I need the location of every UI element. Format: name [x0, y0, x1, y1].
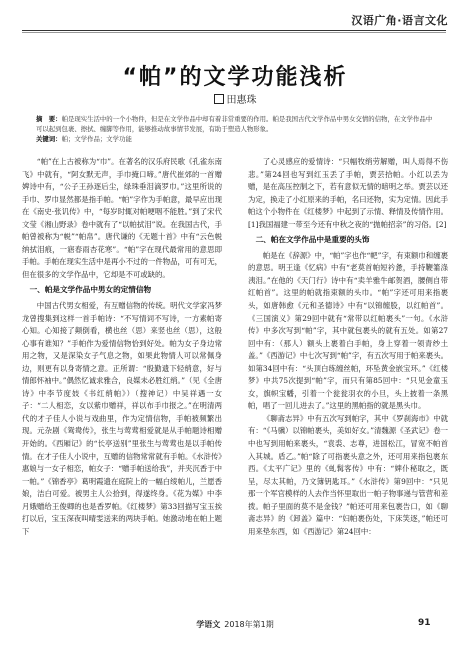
right-column	[248, 156, 448, 538]
paragraph: “帕”在上古被称为“巾”。在著名的汉乐府民歌《孔雀东南飞》中就有，“阿女默无声，手巾掩口啼。”唐代崔郊的一首赠婢诗中有，“公子王孙逐后尘，绿珠垂泪滴罗巾。”这里所说的手巾、罗巾显然都是指手帕。“帕”字作为手帕意，最早应出现在《南史·张讥传》中，“每岁时辄对帕哽咽不能胜。”到了宋代文莹《湘山野录》卷中就有了“以帕拭泪”说。在我国古代，手帕曾被称为“帨”“帕帛”。唐代谦的《无题十首》中有“云色帨纳拭泪痕，一寤春雨杏花寒”。“帕”字在现代最常用的意思即手帕。手帕在现实生活中是再小不过的一件物品，可有可无，但在很多的文学作品中，它却是不可或缺的。	[22, 157, 222, 279]
paragraph: 帕是在《辞源》中，“帕”字也作“帊”字，有束额巾和缠裹的意思。明王逢《忆病》中有“老莫首帕短衿惫，手持鞭箠涤洟泪。”在他的《天门行》诗中有“卖羊雅牛邮贺酒，腰侧自带红帕首”。这里的帕就指束额的头巾。“帕”字还可用来指裹头，如唐韩愈《元和圣德诗》中有“以锦缠股，以红帕首”。《三国演义》第29回中就有“常带以红帕裹头”一句。《水浒传》中多次写到“帕”字，其中就包裹头的就有五处。如第27回中有：（那人）额头上裹着白手帕，身上穿着一领青纱土盖。”《西游记》中七次写到“帕”字，有五次写用于帕来裹头。如第34回中有：“头顶白练缠丝帕，环坠黄金嵌宝环。”《红楼梦》中共75次提到“帕”字，而只有第85回中：“只见金童玉女，旗帜宝幡，引着一个瓮瓮羽衣的小旦，头上披着一条黑帕，唱了一回儿进去了。”这里的黑帕指的就是黑头巾。	[248, 250, 448, 411]
abstract-text: 帕是现实生活中的一个小物件，但是在文学作品中却有着非常重要的作用。帕是我国古代文学作品中男女交情的信物，在文学作品中可以起到包裹、擦拭、缠脚等作用，能够推动故事情节发展，有助于塑造人物形象。	[36, 115, 433, 133]
paragraph: 了心灵感应的爱情诗：“只幅牧绡劳解赠，叫人焉得不伤悲。”第24回也写到红玉丢了手帕，贾芸拾帕。小红以丢为赠，是在高压控制之下，若有意似无情的暗明之举。贾芸以还为定，换走了小红原来的手帕，名曰还物，实为定情。因此手帕这个小物件在《红楼梦》中起到了示情、释情及传情作用。[1]我国福建一带至今还有中秋之夜的“抛帕招亲”的习俗。[2]	[248, 157, 448, 229]
section-heading: 一、帕是文学作品中男女的定情信物	[29, 285, 152, 295]
keywords	[36, 134, 436, 144]
page-footer	[0, 619, 470, 633]
page-number: 91	[418, 618, 431, 628]
keywords-text: 帕；文学作品；文学功能	[61, 135, 132, 143]
abstract	[36, 114, 436, 134]
author-box-icon	[214, 94, 224, 104]
abstract-label: 摘 要：	[36, 115, 62, 123]
left-column	[22, 156, 222, 538]
section-header: 汉语广角·语言文化	[351, 14, 448, 27]
author-line	[0, 91, 470, 106]
section-heading: 二、帕在文学作品中是重要的头饰	[255, 235, 370, 245]
header-rule	[22, 30, 446, 31]
header-rule-thin	[22, 32, 446, 33]
journal-name: 学语文	[196, 620, 221, 629]
journal-issue: 2018年第1期	[224, 620, 274, 629]
footer-journal	[175, 619, 295, 630]
article-title: “帕”的文学功能浅析	[122, 65, 348, 90]
paragraph: 中国古代男女相爱，有互赠信物的传统。明代文学家冯梦龙曾搜集到这样一首手帕诗：“不写情词不写诗，一方素帕寄心知。心知接了颠倒看，横也丝（思）来竖也丝（思），这般心事有谁知？”手帕作为爱情信物恰到好处。帕为女子身边常用之物，又是深染女子气息之物，如果此物情人可以常佩身边，则更有以身寄情之意。正所谓：“殷勤遗下轻绡意，好与情郎怀袖中。”偶然忆诚求雅合，良媒未必胜红绡。”（见《全唐诗》中李节度妓《书红绡帕》）（搜神记）中吴祥遇一女子：“二人相恋，女以紫巾赠祥，祥以布手巾报之。”在明清两代的才子佳人小说与戏曲里，作为定情信物，手帕被频繁出现。元杂剧《鸳鸯传》，张生与莺莺相爱就是从手帕题诗相赠开始的。《西厢记》的“长亭送别”里张生与莺莺也是以手帕传情。在才子佳人小说中，互赠的信物常常就有手帕。《水浒传》惠娘与一女子相恋，帕女子：“赠手帕送给我”，并夹沉香于中一帕。”《锦香亭》葛明霞遗在庭院上的一幅白绫帕儿，兰愿香娘，洁白可爱。被男主人公拾到，得遂终身。《花为媒》中李月娥赠给王俊卿的也是香罗帕。《红楼梦》第33回描写宝玉挨打以后，宝玉深夜叫晴雯送来的两块手帕。她激动地在帕上题下	[22, 301, 222, 536]
author-name: 田惠珠	[226, 95, 257, 106]
abstract-block	[36, 114, 436, 144]
keywords-label: 关键词：	[36, 135, 62, 143]
paragraph: 《聊斋志异》中有五次写到帕字，其中《罗刹海市》中就有：“《马骥）以锦帕裹头，美如好女。”清魏源《圣武记》卷一中也写到用帕来裹头，“袁裘、志尊，进国松江，冒宽不帕首入其城。盾乙。”帕“除了可指裹头意之外，还可用来指包裹东西。《太平广记》里的《虬髯客传》中有：“婢仆秘取之，既呈，尽太其帕，乃文簿钥匙耳。”《水浒传》第9回中：“只见那一个军官模样的人去作当怀里取出一帕子物事递与管营和差拨。帕子里面的莫不是金钱？”帕还可用来包裹告口，如《聊斋志异》的《卸盖》篇中：“妇帕裹伤处，下床笑逐，”帕还可用来垫东西，如《西游记》第24回中：	[248, 413, 448, 536]
